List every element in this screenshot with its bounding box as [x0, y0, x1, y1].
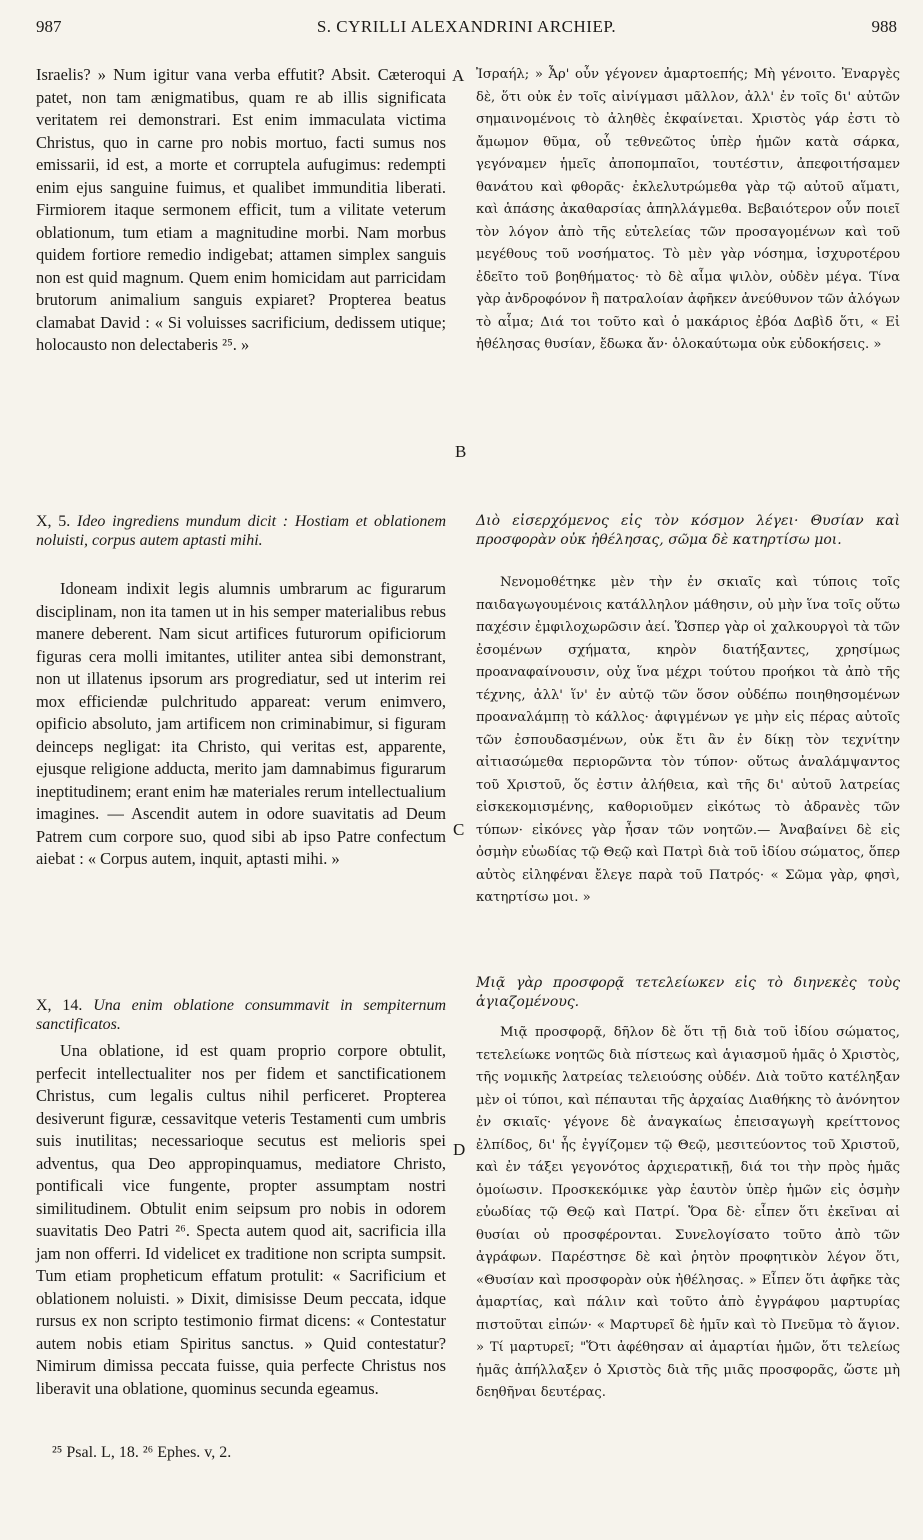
greek-heading-1: Διὸ εἰσερχόμενος εἰς τὸν κόσμον λέγει· Θυσίαν καὶ προσφορὰν οὐκ ἠθέλησας, σῶμα δὲ κατηρτίσω μοι. — [476, 513, 900, 548]
greek-paragraph-1: Ἰσραήλ; » Ἆρ' οὖν γέγονεν ἀμαρτοεπής; Μὴ γένοιτο. Ἐναργὲς δὲ, ὅτι οὐκ ἐν τοῖς αἰνίγμασι μᾶλλον, ἀλλ' ἐν τοῖς δι' αὐτῶν σημαινομένοις τὸ ἀληθὲς ἐκφαίνεται. Χριστὸς γάρ ἐστι τὸ ἄμωμον θῦμα, οὗ τεθνεῶτος ὑπὲρ ἡμῶν κατὰ σάρκα, γεγόναμεν ἡμεῖς ἀποπομπαῖοι, τουτέστιν, ἀπεφοιτήσαμεν θανάτου καὶ φθορᾶς· ἐκλελυτρώμεθα γὰρ τῷ αὐτοῦ αἵματι, καὶ ἁπάσης ἀκαθαρσίας ἀπηλλάγμεθα. Βεβαιότερον οὖν ποιεῖ τὸν λόγον ἀπὸ τῆς εὐτελείας τῶν προσαγομένων καὶ τοῦ μεγέθους τοῦ νοσήματος. Τὸ μὲν γὰρ νόσημα, ἰσχυροτέρου ἐδεῖτο τοῦ βοηθήματος· τὸ δὲ αἷμα ψιλὸν, οὐδὲν μέγα. Τίνα γὰρ ἀνδροφόνον ἢ πατραλοίαν ἀφῆκεν ἀνεύθυνον τῶν ἀλόγων τὸ αἷμα; Διά τοι τοῦτο καὶ ὁ μακάριος ἐβόα Δαβὶδ ὅτι, « Εἰ ἠθέλησας θυσίαν, ἔδωκα ἄν· ὁλοκαύτωμα οὐκ εὐδοκήσεις. » — [476, 67, 900, 352]
latin-heading-2 — [36, 996, 446, 1036]
margin-letter-c: C — [453, 820, 465, 839]
latin-heading-2-text: Una enim oblatione consummavit in sempiternum sanctificatos. — [36, 997, 447, 1033]
latin-heading-1-ref: X, 5. — [36, 513, 71, 530]
latin-heading-1 — [36, 512, 446, 560]
latin-column — [36, 64, 446, 1400]
margin-letter-a: A — [452, 66, 465, 85]
latin-heading-1-text: Ideo ingrediens mundum dicit : Hostiam et oblationem noluisti, corpus autem aptasti mihi. — [36, 513, 447, 549]
latin-paragraph-2: Idoneam indixit legis alumnis umbrarum ac figurarum disciplinam, non ita tamen ut in his semper materialibus rebus manere deberent. Nam sicut artifices futurorum opificiorum figuras cera molli imitantes, utiliter antea sibi demonstrant, non ut illatenus ipsorum ars progrediatur, sed ut interim rei mox efficiendæ pulchritudo appareat: verum enimvero, opificio absoluto, jam artificem non criminabimur, si figuram deinceps negligat: ita Christo, qui veritas est, apparente, ejusque religione adducta, merito jam damnabimus figurarum ineptitudinem; erant enim hæ materiales rerum intellectualium imagines. — Ascendit autem in odore suavitatis ad Deum Patrem cum corpore suo, quod sibi ab ipso Patre confectum aiebat : « Corpus autem, inquit, aptasti mihi. » — [36, 579, 446, 868]
running-title: S. CYRILLI ALEXANDRINI ARCHIEP. — [316, 17, 617, 36]
latin-paragraph-1: Israelis? » Num igitur vana verba effutit? Absit. Cæteroqui patet, non tam ænigmatibus, quam re ab illis significata veritatem rei demonstrari. Est enim immaculata victima Christus, quo in carne pro nobis mortuo, facti sumus nos emissarii, id est, a morte et corruptela aufugimus: redempti enim ejus sanguine fuimus, et qualibet immunditia liberati. Firmiorem itaque sermonem efficit, tum a vilitate veterum oblationum, tum etiam a magnitudine morbi. Nam morbus quidem fortiore remedio indigebat; attamen simplex sanguis non est quid magnum. Quem enim homicidam aut parricidam brutorum animalium sanguis expiaret? Propterea beatus clamabat David : « Si voluisses sacrificium, dedissem utique; holocausto non delectaberis ²⁵. » — [36, 65, 446, 354]
page-header — [36, 8, 897, 46]
greek-column — [476, 64, 900, 1405]
greek-paragraph-3: Μιᾷ προσφορᾷ, δῆλον δὲ ὅτι τῇ διὰ τοῦ ἰδίου σώματος, τετελείωκε νοητῶς διὰ πίστεως καὶ ἁγιασμοῦ ἡμᾶς ὁ Χριστὸς, τῆς νομικῆς λατρείας τελειούσης οὐδέν. Διὰ τοῦτο κατέληξαν μὲν οἱ τύποι, καὶ πέπαυται τῆς ἀρχαίας Διαθήκης τὸ ἀνόνητον ἐν σκιαῖς· γέγονε δὲ ἀναγκαίως ἐπεισαγωγὴ κρείττονος ἐλπίδος, δι' ἧς ἐγγίζομεν τῷ Θεῷ, μεσιτεύοντος τοῦ Χριστοῦ, καὶ ἐν τάξει γεγονότος ἀρχιερατικῇ, διά τοι τὴν πρὸς ἡμᾶς ὁμοίωσιν. Προσκεκόμικε γὰρ ἑαυτὸν ὑπὲρ ἡμῶν εἰς ὀσμὴν εὐωδίας τῷ Θεῷ καὶ Πατρί. Ὅρα δὲ· εἶπεν ὅτι ἐκεῖναι αἱ θυσίαι οὐ προσφέρονται. Συνελογίσατο τοῦτο ἀπὸ τῶν ἀγράφων. Παρέστησε δὲ καὶ ῥητὸν προφητικὸν λέγον ὅτι, «Θυσίαν καὶ προσφορὰν οὐκ ἠθέλησας. » Εἶπεν ὅτι ἀφῆκε τὰς ἁμαρτίας, καὶ πάλιν καὶ τοῦτο ἀπὸ ἐγγράφου μαρτυρίας πιστοῦται εἰπών· « Μαρτυρεῖ δὲ ἡμῖν καὶ τὸ Πνεῦμα τὸ ἅγιον. » Τί μαρτυρεῖ; "Ὅτι ἀφέθησαν αἱ ἁμαρτίαι ἡμῶν, ὅτι τελείως ἡμᾶς ἀπήλλαξεν ὁ Χριστὸς διὰ τῆς μιᾶς προσφορᾶς, ὥστε μὴ δεηθῆναι δευτέρας. — [476, 1025, 900, 1400]
margin-letter-d: D — [453, 1140, 466, 1159]
margin-letter-b: B — [455, 442, 467, 461]
greek-paragraph-2: Νενομοθέτηκε μὲν τὴν ἐν σκιαῖς καὶ τύποις τοῖς παιδαγωγουμένοις κατάλληλον μάθησιν, οὐ μὴν ἵνα τοῖς οὕτω παχέσιν ἐμφιλοχωρῶσιν ἀεί. Ὥσπερ γὰρ οἱ χαλκουργοὶ τὰ τῶν ἐσομένων σχήματα, κηρὸν διατήξαντες, χρησίμως προαναφαίνουσιν, οὐχ ἵνα μέχρι τούτου προήκοι τὰ ἀπὸ τῆς τέχνης, ἀλλ' ἵν' ἐν αὐτῷ τῶν ὅσον οὐδέπω ποιηθησομένων προαναλάμπῃ τὸ κάλλος· ἀφιγμένων γε μὴν εἰς πέρας αὐτοῖς τῶν ἐσπουδασμένων, οὐκ ἔτι ἂν ἐν δίκῃ τὸν τεχνίτην αἰτιασώμεθα περιορῶντα τὸν τύπον· οὕτως ἀναλάμψαντος τοῦ Χριστοῦ, ὅς ἐστιν ἀλήθεια, καὶ τῆς δι' αὐτοῦ λατρείας εἰσκεκομισμένης, καθοριοῦμεν εἰκότως τὸ ἀδρανὲς τῶν τύπων· εἰκόνες γὰρ ἦσαν τῶν νοητῶν.— Ἀναβαίνει δὲ εἰς ὀσμὴν εὐωδίας τῷ Θεῷ καὶ Πατρὶ διὰ τοῦ ἰδίου σώματος, ὅπερ αὐτὸς εἰληφέναι ἔλεγε παρὰ τοῦ Πατρός· « Σῶμα γὰρ, φησὶ, κατηρτίσω μοι. » — [476, 575, 900, 905]
page-number-left: 987 — [36, 17, 62, 36]
latin-heading-2-ref: X, 14. — [36, 997, 83, 1014]
footnotes: ²⁵ Psal. L, 18. ²⁶ Ephes. v, 2. — [52, 1444, 232, 1461]
page-number-right: 988 — [871, 17, 897, 36]
latin-paragraph-3: Una oblatione, id est quam proprio corpore obtulit, perfecit intellectualiter nos per fidem et sanctificationem Christus, cum legalis cultus nihil perficeret. Propterea desiverunt figuræ, cessavitque veteris Testamenti cum umbris suis inutilitas; necessarioque secutus est melioris spei adventus, qua Deo appropinquamus, mediatore Christo, pontificali vice fungente, propter assumptam nostri similitudinem. Obtulit enim seipsum pro nobis in odorem suavitatis Deo Patri ²⁶. Specta autem quod ait, sacrificia illa jam non offerri. Id videlicet ex traditione non scripta sumpsit. Tum etiam propheticum effatum protulit: « Sacrificium et oblationem noluisti. » Dixit, dimisisse Deum peccata, idque rursus ex non scripto testimonio firmat dicens: « Contestatur autem nobis etiam Spiritus sanctus. » Quid contestatur? Nimirum dimissa peccata fuisse, quia perfecte Christus nos liberavit una oblatione, quominus secunda egeamus. — [36, 1041, 446, 1398]
greek-heading-2: Μιᾷ γὰρ προσφορᾷ τετελείωκεν εἰς τὸ διηνεκὲς τοὺς ἁγιαζομένους. — [476, 975, 900, 1010]
